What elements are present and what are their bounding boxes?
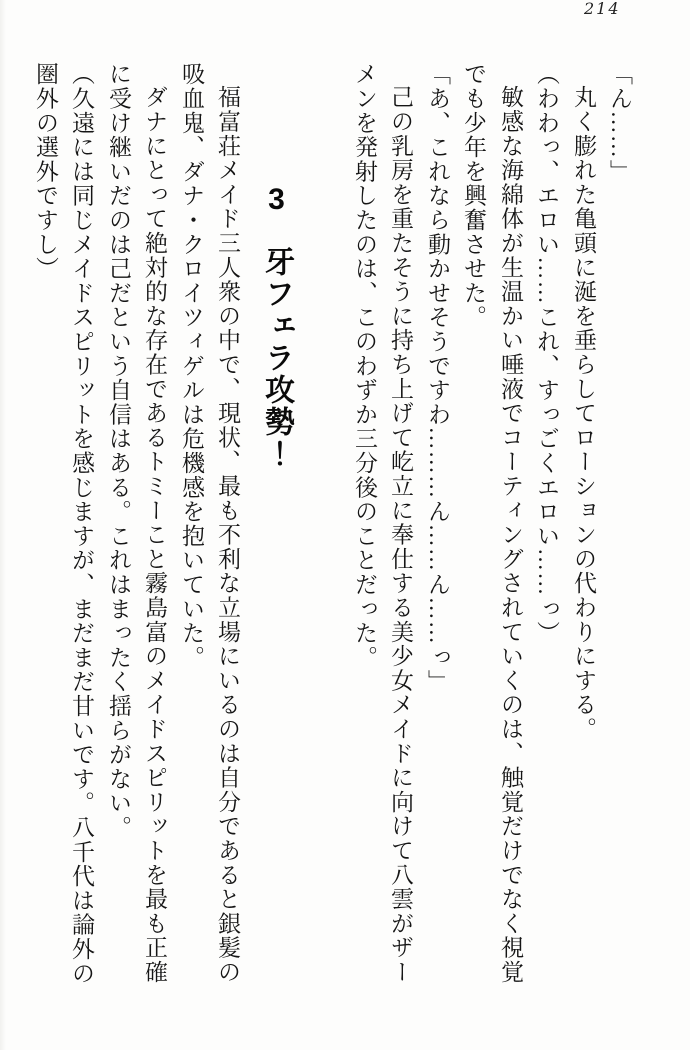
text-line: 吸血鬼、ダナ・クロイツィゲルは危機感を抱いていた。 [179, 62, 204, 670]
text-line: （久遠には同じメイドスピリットを感じますが、まだまだ甘いです。八千代は論外の [69, 62, 94, 986]
text-line: 敏感な海綿体が生温かい唾液でコーティングされていくのは、触覚だけでなく視覚 [498, 85, 523, 985]
text-line: メンを発射したのは、このわずか三分後のことだった。 [352, 62, 377, 670]
section-title: 牙フェラ攻勢！ [260, 246, 293, 470]
text-line: に受け継いだのは己だという自信はある。これはまったく揺らがない。 [106, 62, 131, 840]
text-line: 己の乳房を重たそうに持ち上げて屹立に奉仕する美少女メイドに向けて八雲がザー [388, 85, 413, 985]
scan-edge-shadow [0, 0, 6, 1050]
text-line: 圏外の選外ですし） [33, 62, 58, 281]
section-number: 3 [260, 183, 293, 218]
text-line: 「あ、これなら動かせそうですわ………ん……ん……っ」 [425, 62, 450, 694]
text-line: ダナにとって絶対的な存在であるトミーこと霧島富のメイドスピリットを最も正確 [142, 85, 167, 985]
page-number: 214 [584, 0, 621, 18]
text-line: 丸く膨れた亀頭に涎を垂らしてローションの代わりにする。 [571, 85, 596, 742]
text-line: 福富荘メイド三人衆の中で、現状、最も不利な立場にいるのは自分であると銀髪の [215, 85, 240, 985]
text-line: 「ん……」 [607, 62, 632, 184]
section-heading [261, 183, 291, 1003]
text-line: （わわっ、エロい……これ、すっごくエロい……っ） [534, 62, 559, 646]
text-line: でも少年を興奮させた。 [461, 62, 486, 330]
